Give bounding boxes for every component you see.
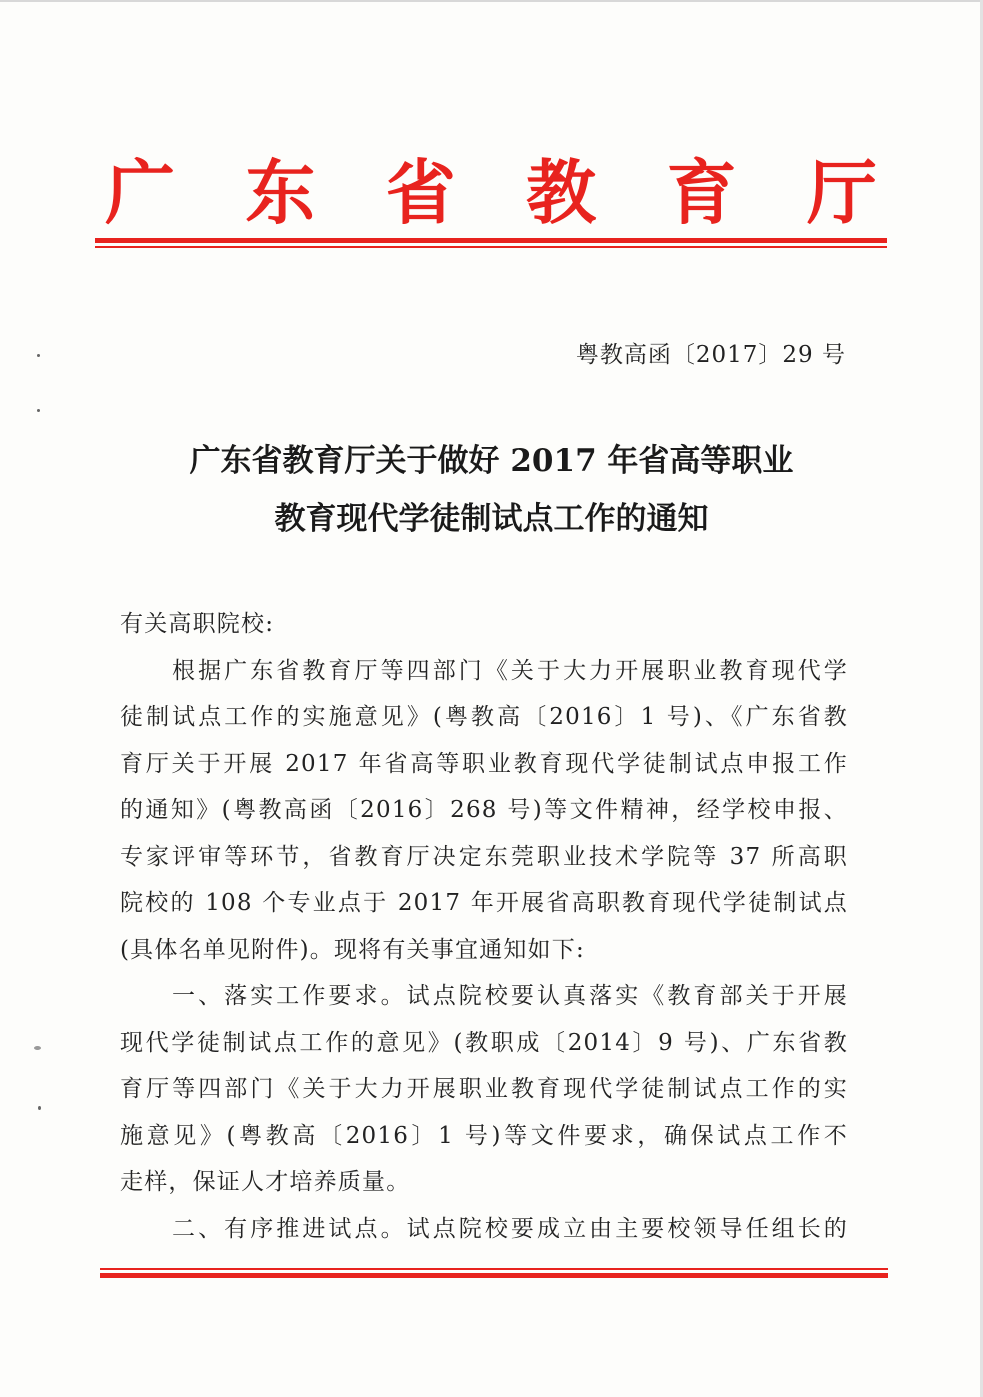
scan-speck — [34, 1046, 41, 1050]
letterhead-rule-thin — [95, 246, 887, 248]
letterhead-char: 教 — [526, 151, 597, 234]
footer-rule-thick — [100, 1273, 888, 1278]
document-title-line: 教育现代学徒制试点工作的通知 — [274, 501, 709, 537]
letterhead-char: 东 — [245, 151, 316, 234]
letterhead-rule-thick — [95, 238, 887, 243]
document-body — [120, 601, 848, 1252]
paragraph-line: 施意见》(粤教高〔2016〕1 号)等文件要求，确保试点工作不 — [120, 1122, 848, 1149]
letterhead-char: 育 — [666, 151, 737, 234]
salutation: 有关高职院校: — [120, 611, 275, 637]
paragraph-line: 徒制试点工作的实施意见》(粤教高〔2016〕1 号)、《广东省教 — [120, 704, 848, 730]
scan-speck — [38, 1106, 41, 1110]
scan-speck — [37, 409, 40, 412]
letterhead-title — [95, 148, 887, 238]
footer-rule-thin — [100, 1268, 888, 1270]
paragraph-line: 育厅等四部门《关于大力开展职业教育现代学徒制试点工作的实 — [120, 1076, 848, 1102]
letterhead-char: 广 — [105, 151, 175, 234]
document-title — [100, 432, 883, 548]
paragraph-line: 二、有序推进试点。试点院校要成立由主要校领导任组长的 — [172, 1215, 848, 1242]
scan-speck — [37, 354, 40, 357]
paragraph-line: 院校的 108 个专业点于 2017 年开展省高职教育现代学徒制试点 — [120, 890, 848, 916]
scan-edge-top — [0, 0, 983, 2]
document-title-line: 广东省教育厅关于做好 2017 年省高等职业 — [189, 443, 794, 479]
paragraph-line: 育厅关于开展 2017 年省高等职业教育现代学徒制试点申报工作 — [120, 750, 848, 777]
paragraph-line: 的通知》(粤教高函〔2016〕268 号)等文件精神，经学校申报、 — [120, 797, 848, 823]
paragraph-line: 现代学徒制试点工作的意见》(教职成〔2014〕9 号)、广东省教 — [120, 1029, 848, 1056]
letterhead-char: 省 — [385, 151, 456, 234]
letterhead-char: 厅 — [806, 151, 877, 234]
paragraph-line: 一、落实工作要求。试点院校要认真落实《教育部关于开展 — [172, 983, 848, 1009]
paragraph-line: (具体名单见附件)。现将有关事宜通知如下: — [120, 936, 585, 963]
paragraph-line: 走样，保证人才培养质量。 — [120, 1169, 411, 1195]
document-number: 粤教高函〔2017〕29 号 — [575, 342, 846, 368]
paragraph-line: 专家评审等环节，省教育厅决定东莞职业技术学院等 37 所高职 — [120, 843, 848, 870]
paragraph-line: 根据广东省教育厅等四部门《关于大力开展职业教育现代学 — [172, 657, 848, 684]
